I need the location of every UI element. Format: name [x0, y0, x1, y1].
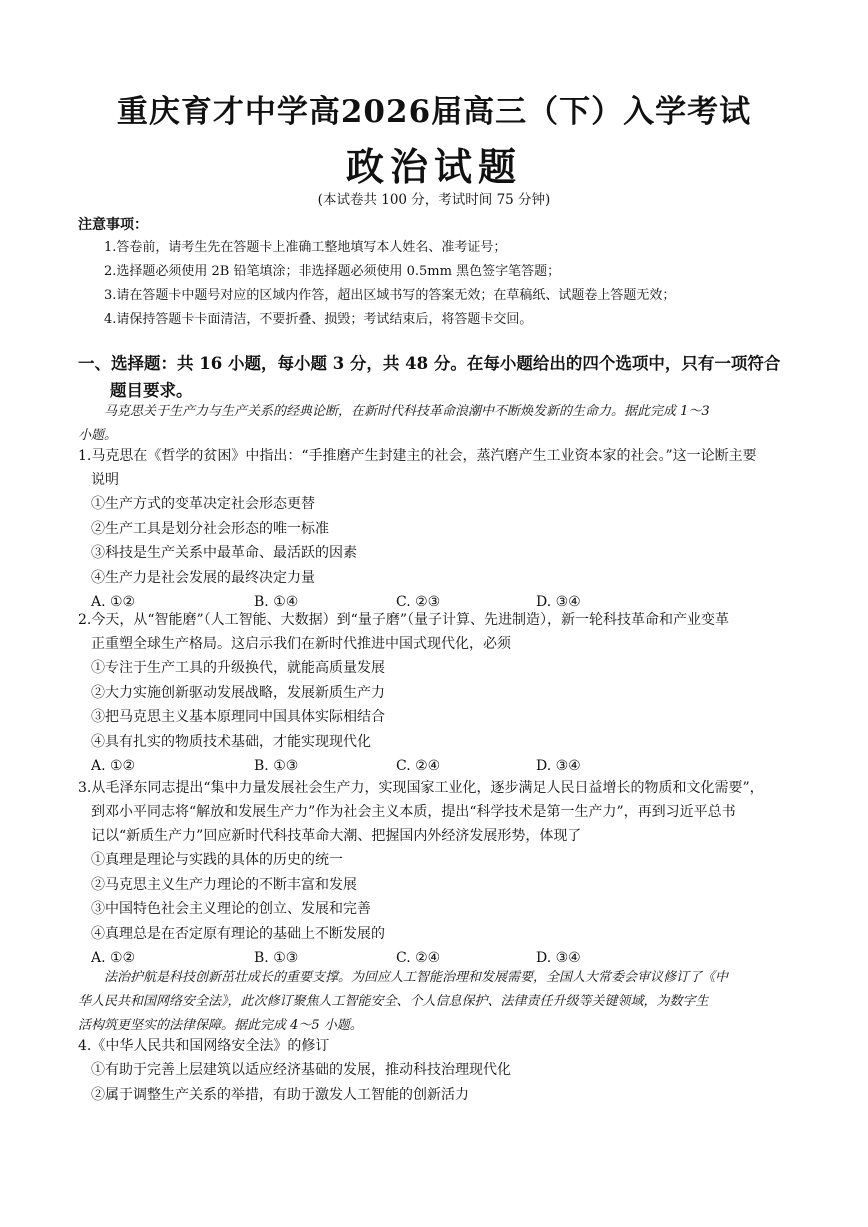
material-1	[78, 400, 798, 448]
choice-a: A. ①②	[91, 758, 136, 774]
choice-c: C. ②④	[396, 758, 441, 774]
choice-b: B. ①③	[254, 758, 299, 774]
statement-option: ③科技是生产关系中最革命、最活跃的因素	[91, 545, 357, 561]
choice-a: A. ①②	[91, 950, 136, 966]
subject-title: 政治试题	[345, 144, 522, 189]
question-stem: 2.今天，从“智能磨”（人工智能、大数据）到“量子磨”（量子计算、先进制造），新一轮科技革命和产业变革	[78, 612, 729, 628]
notes-list	[104, 236, 844, 332]
statement-option: ④具有扎实的物质技术基础，才能实现现代化	[91, 733, 371, 750]
material-line: 华人民共和国网络安全法》，此次修订聚焦人工智能安全、个人信息保护、法律责任升级等关键领域，为数字生	[78, 994, 709, 1009]
statement-option: ③把马克思主义基本原理同中国具体实际相结合	[91, 709, 385, 725]
statement-option: ①真理是理论与实践的具体的历史的统一	[91, 852, 343, 868]
choice-c: C. ②④	[396, 950, 441, 966]
statement-option: ②马克思主义生产力理论的不断丰富和发展	[91, 876, 357, 893]
choice-b: B. ①③	[254, 950, 299, 966]
question-1	[78, 444, 798, 614]
question-stem: 1.马克思在《哲学的贫困》中指出：“手推磨产生封建主的社会，蒸汽磨产生工业资本家的社会。”这一论断主要	[78, 448, 757, 464]
question-stem: 3.从毛泽东同志提出“集中力量发展社会生产力，实现国家工业化，逐步满足人民日益增长的物质和文化需要”，	[78, 780, 764, 796]
section-heading-line: 一、选择题：共 16 小题，每小题 3 分，共 48 分。在每小题给出的四个选项中，只有一项符合	[78, 354, 781, 373]
note-item: 4.请保持答题卡卡面清洁，不要折叠、损毁；考试结束后，将答题卡交回。	[104, 312, 533, 327]
statement-option: ①生产方式的变革决定社会形态更替	[91, 496, 315, 512]
exam-title: 重庆育才中学高2026届高三（下）入学考试	[116, 94, 752, 130]
statement-option: ②大力实施创新驱动发展战略，发展新质生产力	[91, 684, 385, 701]
question-3	[78, 776, 798, 970]
exam-info: (本试卷共 100 分，考试时间 75 分钟)	[317, 192, 551, 208]
material-line: 小题。	[78, 428, 118, 443]
statement-option: ②生产工具是划分社会形态的唯一标准	[91, 520, 329, 537]
answer-choices	[78, 754, 798, 778]
material-line: 活构筑更坚实的法律保障。据此完成 4～5 小题。	[78, 1018, 363, 1033]
question-stem: 4.《中华人民共和国网络安全法》的修订	[78, 1038, 330, 1054]
question-stem: 到邓小平同志将“解放和发展生产力”作为社会主义本质，提出“科学技术是第一生产力”，再到习近平总书	[91, 804, 736, 820]
question-4	[78, 1034, 798, 1107]
choice-b: B. ①④	[254, 594, 299, 610]
question-stem: 正重塑全球生产格局。这启示我们在新时代推进中国式现代化，必须	[91, 636, 511, 652]
material-line: 法治护航是科技创新茁壮成长的重要支撑。为回应人工智能治理和发展需要，全国人大常委会审议修订了《中	[104, 970, 729, 985]
statement-option: ④真理总是在否定原有理论的基础上不断发展的	[91, 925, 385, 942]
statement-option: ①专注于生产工具的升级换代，就能高质量发展	[91, 660, 385, 676]
statement-option: ③中国特色社会主义理论的创立、发展和完善	[91, 901, 371, 917]
statement-option: ②属于调整生产关系的举措，有助于激发人工智能的创新活力	[91, 1086, 469, 1103]
choice-d: D. ③④	[536, 758, 581, 774]
choice-c: C. ②③	[396, 594, 441, 610]
statement-option: ④生产力是社会发展的最终决定力量	[91, 569, 315, 586]
question-2	[78, 608, 798, 778]
material-line: 马克思关于生产力与生产关系的经典论断，在新时代科技革命浪潮中不断焕发新的生命力。据此完成 1～3	[104, 404, 710, 419]
note-item: 3.请在答题卡中题号对应的区域内作答，超出区域书写的答案无效；在草稿纸、试题卷上答题无效；	[104, 288, 676, 303]
question-stem: 说明	[91, 472, 119, 488]
statement-option: ①有助于完善上层建筑以适应经济基础的发展，推动科技治理现代化	[91, 1062, 511, 1078]
choice-a: A. ①②	[91, 594, 136, 610]
material-2	[78, 966, 798, 1038]
section-heading-line: 题目要求。	[110, 381, 193, 400]
choice-d: D. ③④	[536, 950, 581, 966]
section-heading	[78, 350, 798, 404]
notes-title: 注意事项：	[78, 217, 148, 233]
question-stem: 记以“新质生产力”回应新时代科技革命大潮、把握国内外经济发展形势，体现了	[91, 828, 582, 844]
choice-d: D. ③④	[536, 594, 581, 610]
note-item: 2.选择题必须使用 2B 铅笔填涂；非选择题必须使用 0.5mm 黑色签字笔答题；	[104, 264, 561, 279]
note-item: 1.答卷前，请考生先在答题卡上准确工整地填写本人姓名、准考证号；	[104, 240, 507, 255]
